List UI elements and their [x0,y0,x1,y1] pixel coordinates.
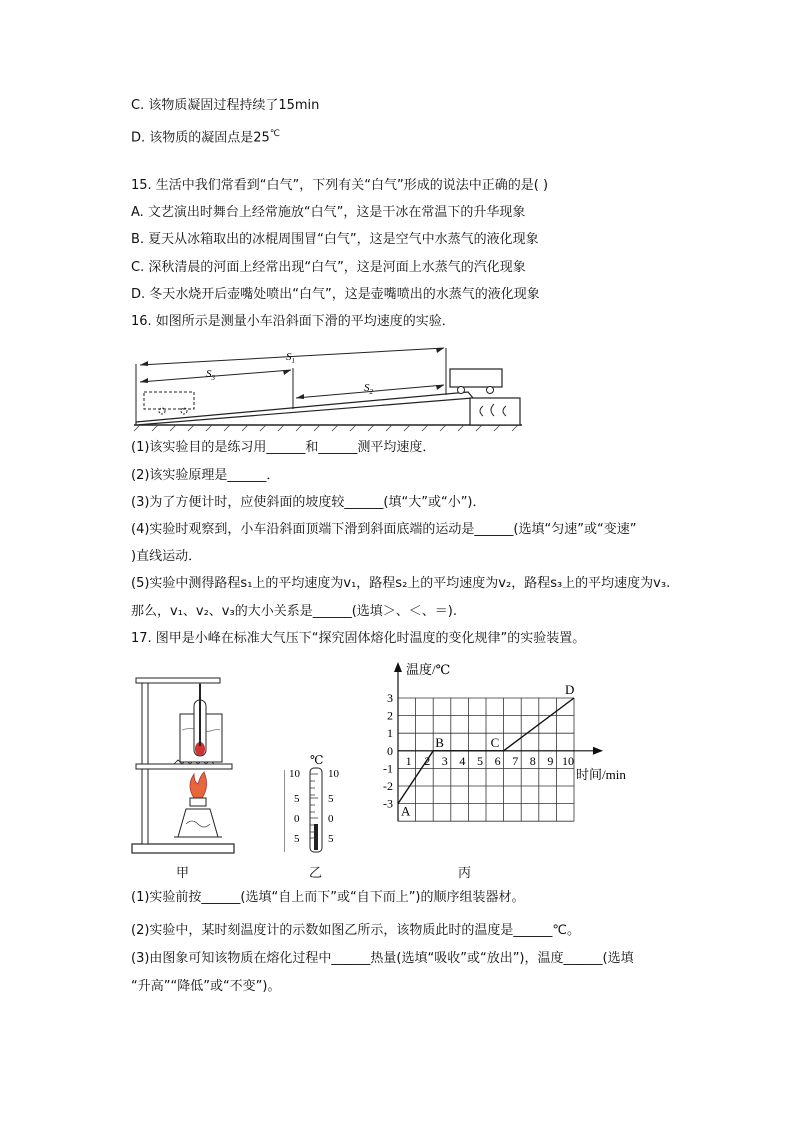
temperature-time-chart [376,658,640,830]
y-tick-label: -3 [383,796,393,811]
celsius-unit: ℃ [269,129,280,139]
x-tick-label: 7 [512,753,519,768]
q16-part-4-line-1: (4)实验时观察到，小车沿斜面顶端下滑到斜面底端的运动是______(选填“匀速”或“变速” [131,522,637,537]
tick-left-0: 0 [294,813,300,825]
incline-figure [128,340,528,432]
q15-option-b: B. 夏天从冰箱取出的冰棍周围冒“白气”，这是空气中水蒸气的液化现象 [131,232,539,247]
x-axis-title: 时间/min [576,766,626,782]
caption-jia: 甲 [176,866,190,881]
thermometer-figure [284,752,354,856]
y-tick-label: -2 [383,779,393,793]
tick-right-neg5: 5 [328,833,334,845]
y-tick-label: 2 [387,708,393,723]
chart-labels [383,662,626,819]
q17-part-3-line-1: (3)由图象可知该物质在熔化过程中______热量(选填“吸收”或“放出”)，温度______(选填 [131,951,634,966]
q14-option-c: C. 该物质凝固过程持续了15min [131,98,320,113]
point-label-c: C [490,734,500,750]
s3-label: $S_3$ [206,368,215,382]
tick-left-5: 5 [294,793,300,805]
y-tick-label: 3 [387,691,393,705]
tick-right-10: 10 [328,768,339,780]
y-tick-label: 0 [387,743,393,758]
x-tick-label: 8 [529,753,536,768]
point-label-d: D [565,682,575,697]
x-tick-label: 5 [477,753,483,768]
q16-part-5-line-2: 那么，v₁、v₂、v₃的大小关系是______(选填＞、＜、＝). [131,604,457,619]
point-label-a: A [401,803,411,819]
x-tick-label: 1 [405,753,412,768]
x-axis-arrow [593,747,603,755]
x-tick-label: 4 [459,753,466,768]
q14-option-d [131,125,280,147]
tick-left-neg5: 5 [294,833,300,845]
s2-label: $S_2$ [364,382,373,396]
q15-stem: 15. 生活中我们常看到“白气”，下列有关“白气”形成的说法中正确的是( ) [131,178,549,193]
y-axis-title: 温度/℃ [406,662,451,677]
y-tick-label: 1 [387,726,393,741]
q15-option-c: C. 深秋清晨的河面上经常出现“白气”，这是河面上水蒸气的汽化现象 [131,260,526,275]
s1-label: $S_1$ [286,351,295,365]
y-tick-label: -1 [383,761,393,776]
tick-left-10: 10 [289,768,300,780]
x-tick-label: 2 [424,753,431,768]
tick-right-0: 0 [328,813,334,825]
x-tick-label: 10 [562,753,574,768]
q16-part-3: (3)为了方便计时，应使斜面的坡度较______(填“大”或“小”)． [131,495,486,510]
x-tick-label: 9 [547,753,554,768]
q15-option-d: D. 冬天水烧开后壶嘴处喷出“白气”，这是壶嘴喷出的水蒸气的液化现象 [131,287,540,302]
q17-part-3-line-2: “升高”“降低”或“不变”)。 [131,979,281,994]
point-label-b: B [435,734,444,750]
q17-part-1: (1)实验前按______(选填“自上而下”或“自下而上”)的顺序组装器材。 [131,890,525,905]
y-axis-arrow [394,662,402,672]
q17-stem: 17. 图甲是小峰在标准大气压下“探究固体熔化时温度的变化规律”的实验装置。 [131,631,586,646]
q16-stem: 16. 如图所示是测量小车沿斜面下滑的平均速度的实验． [131,314,455,329]
q16-part-1: (1)该实验目的是练习用______和______测平均速度． [131,440,436,455]
x-tick-label: 6 [494,753,501,768]
q15-option-a: A. 文艺演出时舞台上经常施放“白气”，这是干冰在常温下的升华现象 [131,205,526,220]
q17-part-2: (2)实验中，某时刻温度计的示数如图乙所示，该物质此时的温度是______℃。 [131,923,581,938]
x-tick-label: 3 [441,753,448,768]
caption-bing: 丙 [458,866,472,881]
tick-right-5: 5 [328,793,334,805]
q14-option-d-text: D. 该物质的凝固点是25 [131,130,270,146]
apparatus-figure [128,672,238,856]
q16-part-4-line-2: )直线运动． [131,549,202,564]
q16-part-5-line-1: (5)实验中测得路程s₁上的平均速度为v₁，路程s₂上的平均速度为v₂，路程s₃上的平均速度为v₃. [131,576,671,591]
thermometer-unit: ℃ [310,753,324,767]
caption-yi: 乙 [309,866,323,881]
q16-part-2: (2)该实验原理是______． [131,468,280,483]
